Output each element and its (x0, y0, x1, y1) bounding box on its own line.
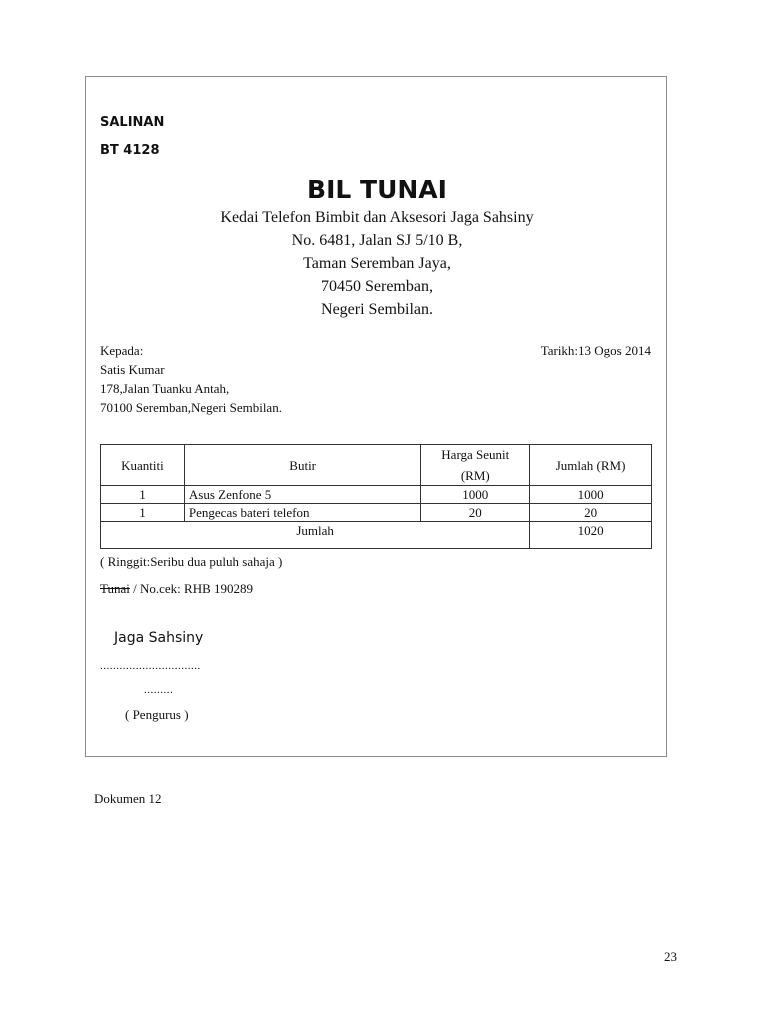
recipient-name: Satis Kumar (100, 362, 165, 377)
document-caption: Dokumen 12 (94, 791, 162, 806)
shop-address-line2: Taman Seremban Jaya, (303, 255, 451, 272)
header-amount: Jumlah (RM) (530, 445, 652, 486)
signature-name: Jaga Sahsiny (114, 630, 204, 646)
header-quantity: Kuantiti (101, 445, 185, 486)
row-item: Pengecas bateri telefon (184, 504, 420, 522)
copy-label: SALINAN (100, 115, 165, 130)
recipient-address-line2: 70100 Seremban,Negeri Sembilan. (100, 400, 282, 415)
table-row (101, 504, 652, 522)
payment-cash-struck: Tunai (100, 581, 130, 596)
amount-in-words: ( Ringgit:Seribu dua puluh sahaja ) (100, 554, 283, 569)
shop-address-line1: No. 6481, Jalan SJ 5/10 B, (291, 232, 463, 249)
items-table (100, 444, 652, 549)
row-quantity: 1 (101, 504, 185, 522)
row-quantity: 1 (101, 486, 185, 504)
row-unit-price: 20 (421, 504, 530, 522)
payment-separator: / (133, 581, 137, 596)
total-label: Jumlah (101, 522, 530, 549)
page-number: 23 (664, 949, 677, 964)
receipt-frame (85, 76, 667, 757)
signature-dots-line1: ............................... (100, 660, 201, 672)
row-amount: 20 (530, 504, 652, 522)
recipient-label: Kepada: (100, 343, 144, 358)
shop-address-line3: 70450 Seremban, (321, 278, 433, 295)
recipient-address-line1: 178,Jalan Tuanku Antah, (100, 381, 230, 396)
row-amount: 1000 (530, 486, 652, 504)
shop-name: Kedai Telefon Bimbit dan Aksesori Jaga Sahsiny (220, 209, 534, 226)
table-total-row (101, 522, 652, 549)
header-unit-price-unit: (RM) (460, 468, 490, 483)
payment-method (100, 581, 253, 597)
row-item: Asus Zenfone 5 (184, 486, 420, 504)
row-unit-price: 1000 (421, 486, 530, 504)
table-row (101, 486, 652, 504)
signature-dots-line2: ......... (144, 684, 174, 696)
receipt-date: Tarikh:13 Ogos 2014 (540, 343, 651, 358)
signature-role: ( Pengurus ) (125, 707, 189, 722)
header-unit-price-label: Harga Seunit (441, 447, 510, 462)
total-value: 1020 (530, 522, 652, 549)
receipt-title: BIL TUNAI (307, 175, 447, 204)
bill-number: BT 4128 (100, 143, 160, 158)
shop-address-line4: Negeri Sembilan. (321, 301, 433, 318)
payment-cheque: No.cek: RHB 190289 (140, 581, 254, 596)
header-item: Butir (184, 445, 420, 486)
table-header-row (101, 445, 652, 486)
header-unit-price (421, 445, 530, 486)
